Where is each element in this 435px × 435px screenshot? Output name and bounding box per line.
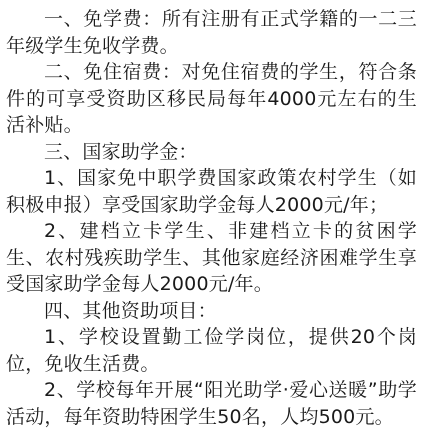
paragraph-aid-item-1: 1、学校设置勤工俭学岗位，提供20个岗位，免收生活费。 <box>6 326 417 375</box>
paragraph-grant-item-2: 2、建档立卡学生、非建档立卡的贫困学生、农村残疾助学生、其他家庭经济困难学生享受国家助学金每人2000元/年。 <box>6 220 417 295</box>
section-heading-other-aid: 四、其他资助项目： <box>44 299 217 322</box>
section-heading-national-grant: 三、国家助学金： <box>44 140 198 163</box>
paragraph-grant-item-1: 1、国家免中职学费国家政策农村学生（如积极申报）享受国家助学金每人2000元/年； <box>6 167 417 216</box>
paragraph-aid-item-2: 2、学校每年开展“阳光助学·爱心送暖”助学活动，每年资助特困学生50名，人均500元。 <box>6 379 417 428</box>
paragraph-accommodation-free: 二、免住宿费：对免住宿费的学生，符合条件的可享受资助区移民局每年4000元左右的生活补贴。 <box>6 61 417 136</box>
paragraph-tuition-free: 一、免学费：所有注册有正式学籍的一二三年级学生免收学费。 <box>6 8 417 57</box>
